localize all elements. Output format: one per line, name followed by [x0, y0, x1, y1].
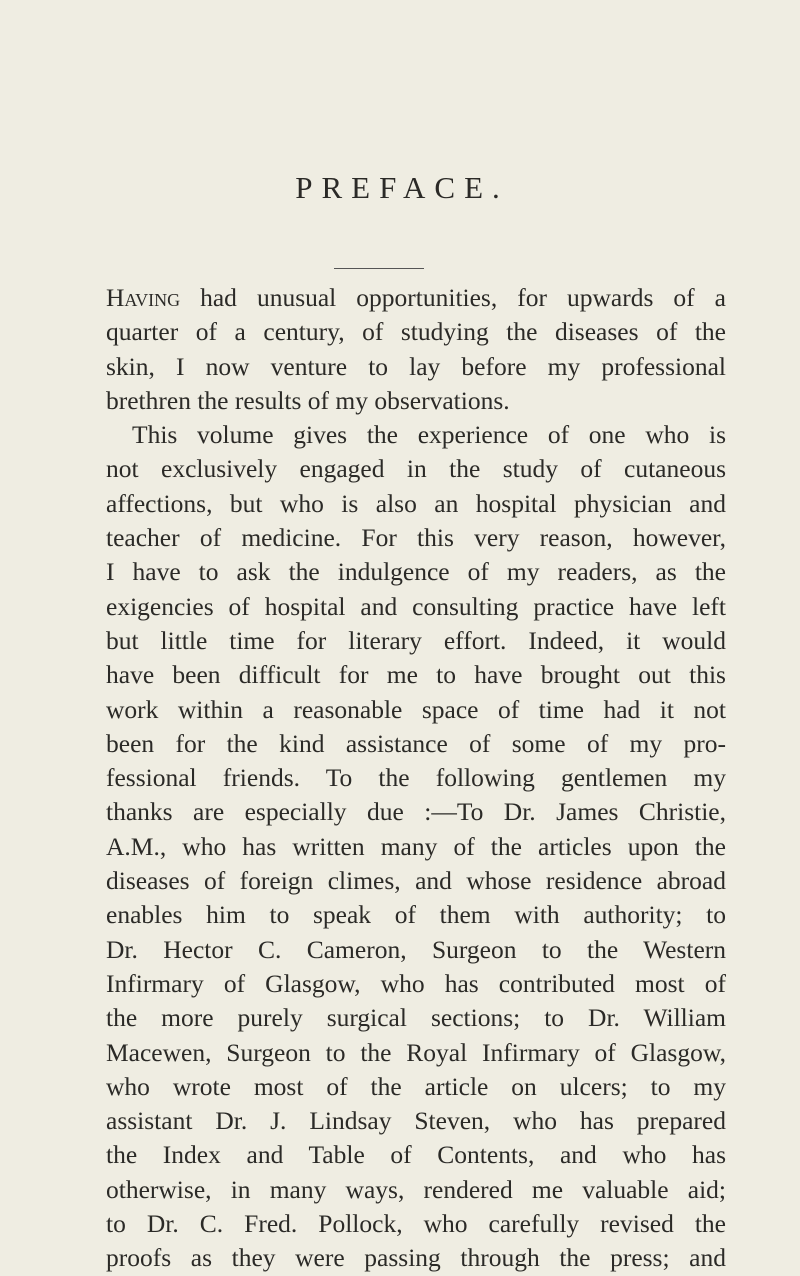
text-line: to Dr. C. Fred. Pollock, who carefully revised the [106, 1209, 726, 1239]
text-line: work within a reasonable space of time had it not [106, 694, 726, 724]
text-line: diseases of foreign climes, and whose residence abroad [106, 866, 726, 896]
text-line: otherwise, in many ways, rendered me valuable aid; [106, 1174, 726, 1204]
text-line: have been difficult for me to have brought out this [106, 660, 726, 690]
text-line: This volume gives the experience of one who is [132, 420, 726, 450]
text-line: Having had unusual opportunities, for upwards of a [106, 283, 726, 312]
text-line: not exclusively engaged in the study of cutaneous [106, 454, 726, 484]
opening-word: Having [106, 283, 181, 312]
text-line: but little time for literary effort. Indeed, it would [106, 625, 726, 655]
text-line: Infirmary of Glasgow, who has contributed most of [106, 968, 726, 998]
text-line: the more purely surgical sections; to Dr. William [106, 1003, 726, 1033]
text-line: thanks are especially due :—To Dr. James Christie, [106, 797, 726, 827]
text-line: Macewen, Surgeon to the Royal Infirmary of Glasgow, [106, 1037, 726, 1067]
text-line: Dr. Hector C. Cameron, Surgeon to the Western [106, 934, 726, 964]
text-line: quarter of a century, of studying the diseases of the [106, 317, 726, 347]
text-line: assistant Dr. J. Lindsay Steven, who has prepared [106, 1106, 726, 1136]
text-line: exigencies of hospital and consulting practice have left [106, 591, 726, 621]
text-line: skin, I now venture to lay before my professional [106, 351, 726, 381]
page-title: PREFACE. [295, 170, 509, 205]
title-rule [334, 268, 424, 269]
text-line: affections, but who is also an hospital physician and [106, 488, 726, 518]
text-line: who wrote most of the article on ulcers; to my [106, 1071, 726, 1101]
text-line: teacher of medicine. For this very reason, however, [106, 523, 726, 553]
preface-body [106, 281, 726, 1276]
text-line: fessional friends. To the following gentlemen my [106, 763, 726, 793]
text-line: proofs as they were passing through the press; and [106, 1243, 726, 1273]
text-line: I have to ask the indulgence of my readers, as the [106, 557, 726, 587]
text-line: brethren the results of my observations. [106, 385, 510, 415]
text-line: been for the kind assistance of some of my pro- [106, 728, 726, 758]
text-line: enables him to speak of them with authority; to [106, 900, 726, 930]
text-line: the Index and Table of Contents, and who has [106, 1140, 726, 1170]
text-line: A.M., who has written many of the articles upon the [106, 831, 726, 861]
